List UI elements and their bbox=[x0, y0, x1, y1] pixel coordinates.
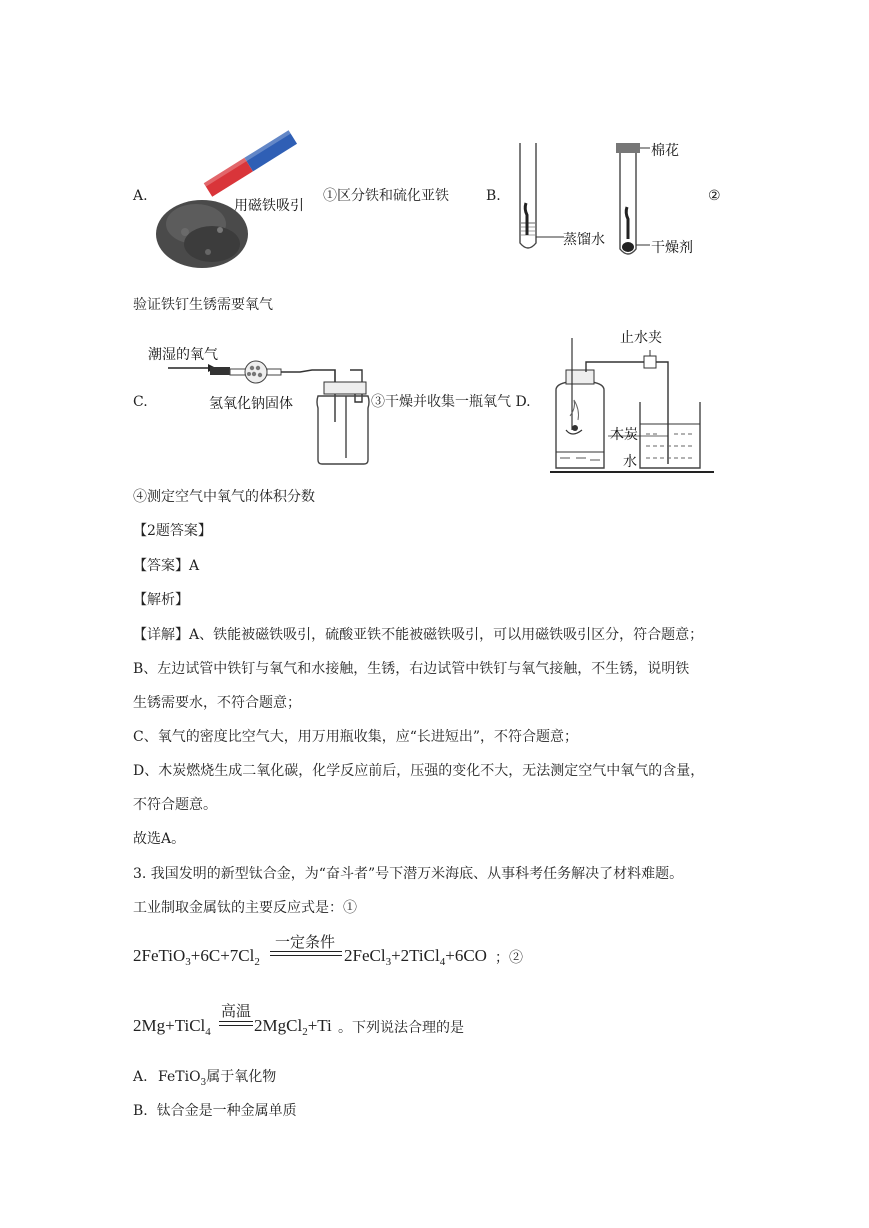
question3-option-b: B. 钛合金是一种金属单质 bbox=[133, 1103, 297, 1119]
option-a-formula-sub: 3 bbox=[200, 1077, 207, 1088]
label-cotton: 棉花 bbox=[651, 143, 679, 159]
detail-d-2: 不符合题意。 bbox=[133, 797, 217, 813]
equation-1-products: 2FeCl$_3$+2TiCl$_4$+6CO bbox=[344, 946, 487, 968]
question3-line1: 3. 我国发明的新型钛合金，为“奋斗者”号下潜万米海底、从事科考任务解决了材料难题。 bbox=[133, 866, 684, 882]
label-water: 水 bbox=[623, 454, 637, 470]
conclusion: 故选A。 bbox=[133, 831, 186, 847]
label-water-clamp: 止水夹 bbox=[620, 330, 662, 346]
option-b-caption-num: ② bbox=[708, 188, 721, 204]
label-moist-oxygen: 潮湿的氧气 bbox=[148, 347, 218, 363]
option-a-formula: FeTiO bbox=[158, 1069, 201, 1085]
detail-b-2: 生锈需要水，不符合题意； bbox=[133, 695, 301, 711]
magnet-iron-powder-figure bbox=[150, 112, 310, 272]
equation-2-bar-top bbox=[219, 1021, 253, 1022]
question3-option-a bbox=[133, 1067, 276, 1093]
equation-2-reactants: 2Mg+TiCl$_4$ bbox=[133, 1016, 211, 1038]
label-magnet: 用磁铁吸引 bbox=[234, 198, 304, 214]
option-d-caption: ④测定空气中氧气的体积分数 bbox=[133, 489, 315, 505]
analysis-header: 【解析】 bbox=[133, 592, 189, 608]
equation-1-bar-top bbox=[270, 951, 342, 952]
label-desiccant: 干燥剂 bbox=[651, 240, 693, 256]
detail-d-1: D、木炭燃烧生成二氧化碳，化学反应前后，压强的变化不大，无法测定空气中氧气的含量， bbox=[133, 763, 705, 779]
option-c-caption: ③干燥并收集一瓶氧气 D. bbox=[371, 394, 531, 410]
option-c-letter: C. bbox=[133, 394, 148, 410]
equation-2-condition: 高温 bbox=[221, 1002, 252, 1020]
equation-1-reactants: $2FeTiO_3+6C+7Cl_2$ bbox=[133, 946, 260, 968]
detail-a: 【详解】A、铁能被磁铁吸引，硫酸亚铁不能被磁铁吸引，可以用磁铁吸引区分，符合题意； bbox=[133, 627, 704, 643]
label-sodium-hydroxide: 氢氧化钠固体 bbox=[209, 396, 293, 412]
answer-line: 【答案】A bbox=[133, 558, 200, 574]
question3-line2: 工业制取金属钛的主要反应式是：① bbox=[133, 900, 357, 916]
equation-1-bar-bottom bbox=[270, 955, 342, 956]
option-b-letter: B. bbox=[486, 188, 501, 204]
equation-2-bar-bottom bbox=[219, 1025, 253, 1026]
option-a-text: 属于氧化物 bbox=[206, 1069, 277, 1085]
option-b-caption: 验证铁钉生锈需要氧气 bbox=[133, 297, 273, 313]
equation-1-condition: 一定条件 bbox=[275, 933, 336, 951]
detail-c: C、氧气的密度比空气大，用万用瓶收集，应“长进短出”，不符合题意； bbox=[133, 729, 579, 745]
label-charcoal: 木炭 bbox=[610, 427, 638, 443]
equation-1-separator: ；② bbox=[495, 950, 523, 966]
detail-b-1: B、左边试管中铁钉与氧气和水接触，生锈，右边试管中铁钉与氧气接触，不生锈，说明铁 bbox=[133, 661, 690, 677]
equation-2-products: 2MgCl$_2$+Ti bbox=[254, 1016, 332, 1038]
option-a-caption: ①区分铁和硫化亚铁 bbox=[323, 188, 449, 204]
answer-header: 【2题答案】 bbox=[133, 523, 212, 539]
label-distilled-water: 蒸馏水 bbox=[563, 232, 605, 248]
option-a-prefix: A. bbox=[133, 1069, 148, 1085]
equation-2-tail: 。下列说法合理的是 bbox=[338, 1020, 464, 1036]
option-a-letter: A. bbox=[133, 188, 148, 204]
